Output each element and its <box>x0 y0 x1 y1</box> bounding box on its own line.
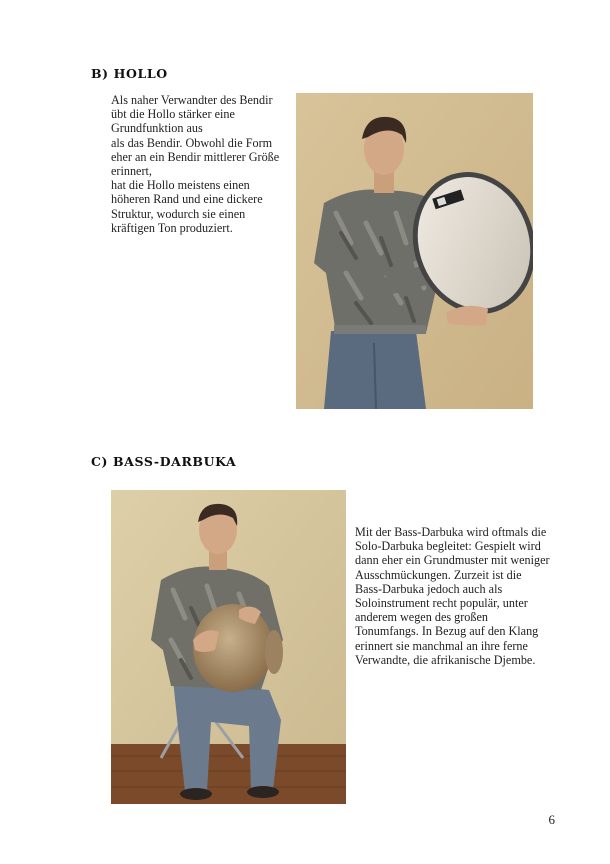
text-line: anderem wegen des großen <box>355 610 488 625</box>
page-number: 6 <box>548 812 555 827</box>
section-c-heading: C) BASS-DARBUKA <box>91 454 237 469</box>
text-line: Bass-Darbuka jedoch auch als <box>355 581 503 596</box>
text-line: Mit der Bass-Darbuka wird oftmals die <box>355 525 547 539</box>
bass-darbuka-player-photo <box>111 490 346 804</box>
text-line: Struktur, wodurch sie einen <box>111 206 246 221</box>
section-b-heading: B) HOLLO <box>91 66 168 81</box>
text-line: Grundfunktion aus <box>111 121 203 136</box>
text-line: Soloinstrument recht populär, unter <box>355 596 528 611</box>
text-line: Verwandte, die afrikanische Djembe. <box>355 652 536 667</box>
text-line: Tonumfangs. In Bezug auf den Klang <box>355 624 539 639</box>
hollo-player-photo <box>296 93 533 409</box>
text-line: Als naher Verwandter des Bendir <box>111 93 273 107</box>
text-line: dann eher ein Grundmuster mit weniger <box>355 553 550 568</box>
text-line: als das Bendir. Obwohl die Form <box>111 135 273 150</box>
text-line: hat die Hollo meistens einen <box>111 178 250 193</box>
text-line: eher an ein Bendir mittlerer Größe <box>111 149 280 164</box>
text-line: erinnert sie manchmal an ihre ferne <box>355 638 528 653</box>
text-line: Solo-Darbuka begleitet: Gespielt wird <box>355 539 541 554</box>
text-line: übt die Hollo stärker eine <box>111 107 235 122</box>
text-line: Ausschmückungen. Zurzeit ist die <box>355 567 522 582</box>
section-c-paragraph <box>355 525 550 667</box>
text-line: kräftigen Ton produziert. <box>111 220 233 235</box>
text-line: höheren Rand und eine dickere <box>111 192 263 207</box>
text-line: erinnert, <box>111 164 152 179</box>
section-b-paragraph <box>111 93 279 235</box>
